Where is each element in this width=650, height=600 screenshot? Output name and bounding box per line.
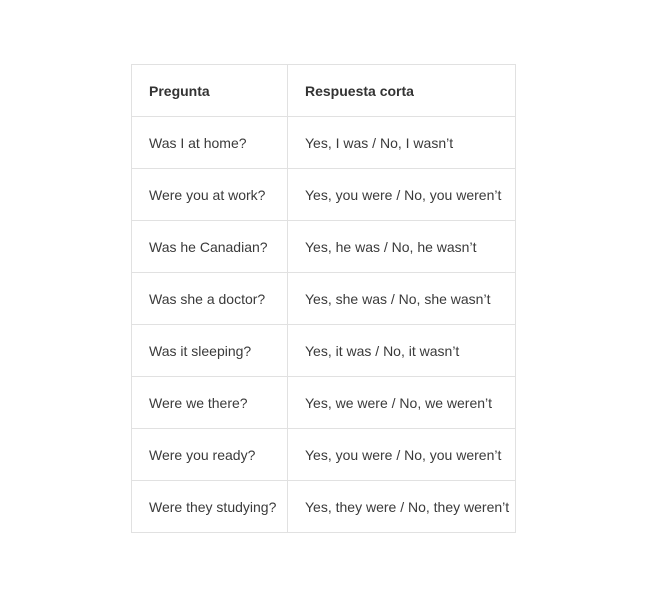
table-row [132, 117, 516, 169]
answer-cell: Yes, we were / No, we weren’t [288, 377, 516, 429]
table-row [132, 169, 516, 221]
header-respuesta-corta: Respuesta corta [288, 65, 516, 117]
answer-cell: Yes, you were / No, you weren’t [288, 429, 516, 481]
grammar-table [131, 64, 516, 533]
answer-cell: Yes, she was / No, she wasn’t [288, 273, 516, 325]
header-pregunta: Pregunta [132, 65, 288, 117]
question-cell: Was I at home? [132, 117, 288, 169]
table-row [132, 429, 516, 481]
question-cell: Were we there? [132, 377, 288, 429]
table-row [132, 377, 516, 429]
table-header-row [132, 65, 516, 117]
table-row [132, 273, 516, 325]
question-cell: Were you ready? [132, 429, 288, 481]
answer-cell: Yes, he was / No, he wasn’t [288, 221, 516, 273]
question-cell: Were they studying? [132, 481, 288, 533]
question-cell: Was he Canadian? [132, 221, 288, 273]
answer-cell: Yes, they were / No, they weren’t [288, 481, 516, 533]
table-row [132, 481, 516, 533]
answer-cell: Yes, it was / No, it wasn’t [288, 325, 516, 377]
table-row [132, 221, 516, 273]
answer-cell: Yes, I was / No, I wasn’t [288, 117, 516, 169]
table-row [132, 325, 516, 377]
answer-cell: Yes, you were / No, you weren’t [288, 169, 516, 221]
question-cell: Was it sleeping? [132, 325, 288, 377]
question-cell: Was she a doctor? [132, 273, 288, 325]
question-cell: Were you at work? [132, 169, 288, 221]
